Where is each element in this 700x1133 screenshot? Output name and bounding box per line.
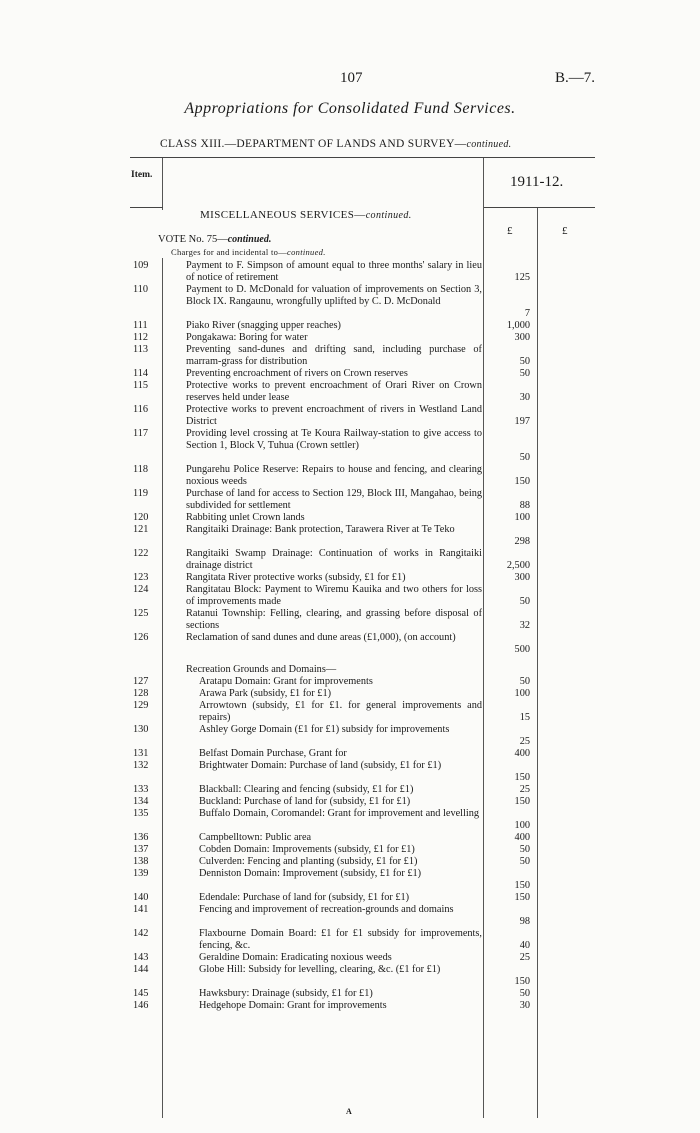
- item-number: 111: [133, 320, 148, 331]
- item-number: 141: [133, 904, 149, 915]
- vote-heading: [158, 234, 271, 245]
- item-description: Denniston Domain: Improvement (subsidy, £1 for £1): [199, 868, 422, 879]
- item-description: Preventing encroachment of rivers on Crown reserves: [186, 368, 408, 379]
- item-amount: 50: [519, 844, 530, 855]
- item-amount: 1,000: [506, 320, 530, 331]
- item-amount: 32: [519, 620, 530, 631]
- item-amount: 88: [519, 500, 530, 511]
- item-amount: 125: [514, 272, 530, 283]
- item-description: Hawksbury: Drainage (subsidy, £1 for £1): [199, 988, 373, 999]
- item-description: Reclamation of sand dunes and dune areas (£1,000), (on account): [186, 632, 456, 643]
- currency-symbol-total: £: [562, 225, 568, 237]
- vote-continued: continued.: [227, 234, 272, 245]
- table-row: [0, 608, 700, 632]
- table-row: [0, 320, 700, 332]
- item-amount: 150: [514, 796, 530, 807]
- table-row: [0, 332, 700, 344]
- item-amount: 300: [514, 332, 530, 343]
- item-amount: 298: [514, 536, 530, 547]
- item-description: Buckland: Purchase of land for (subsidy, £1 for £1): [199, 796, 411, 807]
- item-number: 116: [133, 404, 149, 415]
- item-amount: 197: [514, 416, 530, 427]
- table-row: [0, 988, 700, 1000]
- item-amount: 25: [519, 952, 530, 963]
- item-number: 127: [133, 676, 149, 687]
- item-amount: 50: [519, 596, 530, 607]
- table-row: [0, 796, 700, 808]
- item-description: Cobden Domain: Improvements (subsidy, £1 for £1): [199, 844, 415, 855]
- item-column-header: Item.: [131, 170, 153, 180]
- item-description: Ratanui Township: Felling, clearing, and grassing before disposal of sections: [186, 608, 482, 631]
- item-number: 125: [133, 608, 149, 619]
- table-row: [0, 832, 700, 844]
- item-number: 110: [133, 284, 149, 295]
- item-number: 139: [133, 868, 149, 879]
- item-number: 126: [133, 632, 149, 643]
- item-amount: 50: [519, 452, 530, 463]
- item-amount: 30: [519, 392, 530, 403]
- item-amount: 2,500: [506, 560, 530, 571]
- item-amount: 50: [519, 356, 530, 367]
- item-description: Protective works to prevent encroachment of rivers in Westland Land District: [186, 404, 482, 427]
- table-row: [0, 892, 700, 904]
- class-title: [160, 138, 511, 150]
- item-number: 134: [133, 796, 149, 807]
- item-description: Brightwater Domain: Purchase of land (subsidy, £1 for £1): [199, 760, 442, 771]
- year-rule: [483, 207, 595, 208]
- item-number: 123: [133, 572, 149, 583]
- item-amount: 50: [519, 368, 530, 379]
- item-number: 109: [133, 260, 149, 271]
- table-row: [0, 724, 700, 748]
- item-number: 140: [133, 892, 149, 903]
- item-number: 144: [133, 964, 149, 975]
- item-number: 122: [133, 548, 149, 559]
- page-signature: A: [346, 1107, 352, 1116]
- recreation-heading: Recreation Grounds and Domains—: [186, 664, 337, 675]
- table-row: [0, 928, 700, 952]
- item-number: 119: [133, 488, 149, 499]
- section-title-text: MISCELLANEOUS SERVICES—: [200, 209, 366, 221]
- item-description: Providing level crossing at Te Koura Railway-station to give access to Section 1, Block V, Tuhua (Crown settler): [186, 428, 482, 451]
- table-row: [0, 808, 700, 832]
- item-number: 143: [133, 952, 149, 963]
- item-description: Ashley Gorge Domain (£1 for £1) subsidy for improvements: [199, 724, 450, 735]
- item-amount: 150: [514, 976, 530, 987]
- item-number: 112: [133, 332, 149, 343]
- table-row: [0, 632, 700, 656]
- item-description: Aratapu Domain: Grant for improvements: [199, 676, 373, 687]
- table-row: [0, 904, 700, 928]
- item-number: 117: [133, 428, 149, 439]
- item-description: Rangitaiki Swamp Drainage: Continuation of works in Rangitaiki drainage district: [186, 548, 482, 571]
- table-row: [0, 688, 700, 700]
- table-row: [0, 512, 700, 524]
- item-number: 138: [133, 856, 149, 867]
- item-description: Payment to D. McDonald for valuation of improvements on Section 3, Block IX. Rangaunu, wrongfully uplifted by C. D. McDonald: [186, 284, 482, 307]
- item-description: Globe Hill: Subsidy for levelling, clearing, &c. (£1 for £1): [199, 964, 441, 975]
- item-number: 145: [133, 988, 149, 999]
- section-title: [200, 209, 412, 221]
- item-amount: 25: [519, 784, 530, 795]
- item-amount: 100: [514, 820, 530, 831]
- table-row: [0, 676, 700, 688]
- item-amount: 30: [519, 1000, 530, 1011]
- table-row: [0, 868, 700, 892]
- item-amount: 400: [514, 748, 530, 759]
- table-row: [0, 524, 700, 548]
- item-amount: 100: [514, 512, 530, 523]
- table-row: [0, 784, 700, 796]
- header-rule: [130, 207, 163, 208]
- table-row: [0, 464, 700, 488]
- table-row: [0, 548, 700, 572]
- item-amount: 7: [524, 308, 530, 319]
- item-description: Pongakawa: Boring for water: [186, 332, 308, 343]
- item-description: Buffalo Domain, Coromandel: Grant for improvement and levelling: [199, 808, 480, 819]
- table-row: [0, 380, 700, 404]
- item-description: Fencing and improvement of recreation-grounds and domains: [199, 904, 454, 915]
- item-number: 129: [133, 700, 149, 711]
- item-description: Payment to F. Simpson of amount equal to three months' salary in lieu of notice of retirement: [186, 260, 482, 283]
- item-number: 137: [133, 844, 149, 855]
- table-row: [0, 760, 700, 784]
- item-number: 118: [133, 464, 149, 475]
- item-description: Purchase of land for access to Section 129, Block III, Mangahao, being subdivided for settlement: [186, 488, 482, 511]
- item-description: Hedgehope Domain: Grant for improvements: [199, 1000, 387, 1011]
- item-amount: 15: [519, 712, 530, 723]
- table-row: [0, 844, 700, 856]
- item-description: Rangitatau Block: Payment to Wiremu Kauika and two others for loss of improvements made: [186, 584, 482, 607]
- table-row: [0, 260, 700, 284]
- table-row: [0, 856, 700, 868]
- item-description: Preventing sand-dunes and drifting sand, including purchase of marram-grass for distribution: [186, 344, 482, 367]
- table-row: [0, 964, 700, 988]
- vote-text: VOTE No. 75—: [158, 234, 228, 245]
- charges-heading: [171, 247, 326, 257]
- item-amount: 98: [519, 916, 530, 927]
- item-number: 128: [133, 688, 149, 699]
- fiscal-year: 1911-12.: [510, 174, 564, 190]
- class-title-text: CLASS XIII.—DEPARTMENT OF LANDS AND SURVEY—: [160, 138, 467, 150]
- item-description: Arrowtown (subsidy, £1 for £1. for general improvements and repairs): [199, 700, 482, 723]
- table-row: [0, 572, 700, 584]
- item-number: 115: [133, 380, 149, 391]
- page-title: Appropriations for Consolidated Fund Services.: [184, 100, 516, 117]
- item-amount: 150: [514, 880, 530, 891]
- item-amount: 50: [519, 856, 530, 867]
- item-description: Edendale: Purchase of land for (subsidy, £1 for £1): [199, 892, 410, 903]
- item-column-divider: [162, 158, 163, 210]
- item-description: Pungarehu Police Reserve: Repairs to house and fencing, and clearing noxious weeds: [186, 464, 482, 487]
- item-description: Blackball: Clearing and fencing (subsidy, £1 for £1): [199, 784, 414, 795]
- item-amount: 100: [514, 688, 530, 699]
- table-row: [0, 488, 700, 512]
- item-amount: 25: [519, 736, 530, 747]
- item-number: 113: [133, 344, 149, 355]
- item-number: 130: [133, 724, 149, 735]
- table-row: [0, 368, 700, 380]
- item-description: Piako River (snagging upper reaches): [186, 320, 341, 331]
- item-amount: 150: [514, 476, 530, 487]
- table-row: [0, 584, 700, 608]
- charges-continued: continued.: [287, 247, 326, 257]
- item-description: Rangitaiki Drainage: Bank protection, Tarawera River at Te Teko: [186, 524, 455, 535]
- table-row: [0, 748, 700, 760]
- item-description: Belfast Domain Purchase, Grant for: [199, 748, 347, 759]
- item-amount: 50: [519, 676, 530, 687]
- item-number: 146: [133, 1000, 149, 1011]
- item-number: 114: [133, 368, 149, 379]
- item-number: 132: [133, 760, 149, 771]
- section-continued: continued.: [365, 210, 412, 221]
- item-number: 136: [133, 832, 149, 843]
- item-amount: 400: [514, 832, 530, 843]
- item-amount: 40: [519, 940, 530, 951]
- item-number: 121: [133, 524, 149, 535]
- item-description: Flaxbourne Domain Board: £1 for £1 subsidy for improvements, fencing, &c.: [199, 928, 482, 951]
- item-description: Arawa Park (subsidy, £1 for £1): [199, 688, 332, 699]
- item-amount: 300: [514, 572, 530, 583]
- item-number: 135: [133, 808, 149, 819]
- page-number: 107: [340, 70, 363, 86]
- item-number: 133: [133, 784, 149, 795]
- item-description: Rabbiting unlet Crown lands: [186, 512, 305, 523]
- item-number: 142: [133, 928, 149, 939]
- table-row: [0, 428, 700, 464]
- table-row: [0, 1000, 700, 1012]
- document-reference: B.—7.: [555, 70, 596, 86]
- table-row: [0, 404, 700, 428]
- class-title-continued: continued.: [466, 139, 512, 150]
- item-description: Geraldine Domain: Eradicating noxious weeds: [199, 952, 392, 963]
- item-description: Culverden: Fencing and planting (subsidy, £1 for £1): [199, 856, 418, 867]
- item-amount: 150: [514, 892, 530, 903]
- item-description: Rangitata River protective works (subsidy, £1 for £1): [186, 572, 406, 583]
- item-number: 131: [133, 748, 149, 759]
- table-row: [0, 952, 700, 964]
- table-row: [0, 284, 700, 320]
- item-description: Protective works to prevent encroachment of Orari River on Crown reserves held under lease: [186, 380, 482, 403]
- table-row: [0, 344, 700, 368]
- charges-text: Charges for and incidental to—: [171, 247, 288, 257]
- item-description: Campbelltown: Public area: [199, 832, 312, 843]
- table-row: [0, 700, 700, 724]
- table-top-rule: [130, 157, 595, 158]
- item-amount: 150: [514, 772, 530, 783]
- item-number: 124: [133, 584, 149, 595]
- currency-symbol: £: [507, 225, 513, 237]
- item-amount: 50: [519, 988, 530, 999]
- item-amount: 500: [514, 644, 530, 655]
- item-number: 120: [133, 512, 149, 523]
